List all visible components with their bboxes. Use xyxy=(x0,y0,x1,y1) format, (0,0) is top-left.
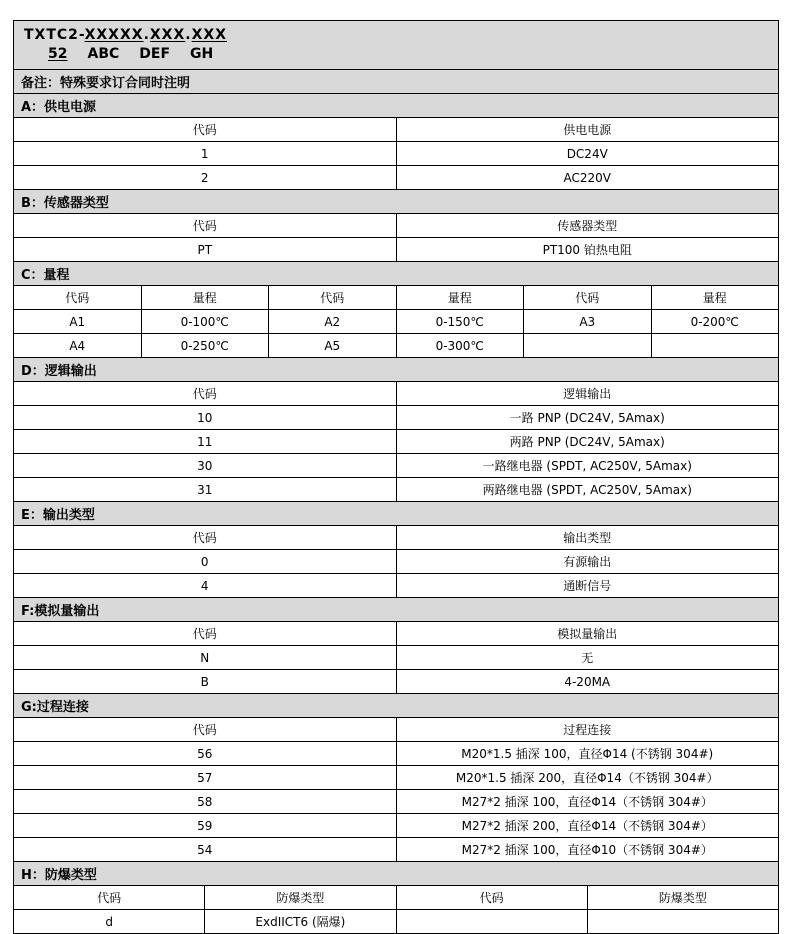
data-cell: M20*1.5 插深 100，直径Φ14 (不锈钢 304#) xyxy=(396,742,779,766)
col-header-cell: 代码 xyxy=(396,886,587,910)
model-segment-3: XXX xyxy=(191,26,227,43)
section-h-column-header xyxy=(14,886,779,910)
model-separator-2: . xyxy=(185,26,192,43)
data-cell: PT100 铂热电阻 xyxy=(396,238,779,262)
col-header-cell: 逻辑输出 xyxy=(396,382,779,406)
data-cell: B xyxy=(14,670,397,694)
section-c-title: C：量程 xyxy=(14,262,779,286)
col-header-cell: 输出类型 xyxy=(396,526,779,550)
data-cell xyxy=(651,334,779,358)
model-prefix: TXTC2- xyxy=(24,26,85,43)
data-cell: 0-100℃ xyxy=(141,310,269,334)
section-e-column-header xyxy=(14,526,779,550)
data-cell: 有源输出 xyxy=(396,550,779,574)
data-cell: 0-250℃ xyxy=(141,334,269,358)
table-row xyxy=(14,430,779,454)
section-f-header xyxy=(14,598,779,622)
col-header-cell: 代码 xyxy=(524,286,652,310)
data-cell: M27*2 插深 100，直径Φ14（不锈钢 304#） xyxy=(396,790,779,814)
col-header-cell: 模拟量输出 xyxy=(396,622,779,646)
section-d-title: D：逻辑输出 xyxy=(14,358,779,382)
data-cell: DC24V xyxy=(396,142,779,166)
data-cell: ExdIICT6 (隔爆) xyxy=(205,910,396,934)
table-row xyxy=(14,646,779,670)
data-cell xyxy=(587,910,778,934)
data-cell xyxy=(524,334,652,358)
col-header-cell: 代码 xyxy=(14,718,397,742)
data-cell: 4-20MA xyxy=(396,670,779,694)
data-cell: 30 xyxy=(14,454,397,478)
col-header-cell: 量程 xyxy=(396,286,524,310)
data-cell: PT xyxy=(14,238,397,262)
data-cell: 无 xyxy=(396,646,779,670)
table-row xyxy=(14,766,779,790)
data-cell: 0 xyxy=(14,550,397,574)
data-cell: 57 xyxy=(14,766,397,790)
data-cell: 0-200℃ xyxy=(651,310,779,334)
section-c-header xyxy=(14,262,779,286)
section-g-title: G:过程连接 xyxy=(14,694,779,718)
data-cell: 4 xyxy=(14,574,397,598)
table-row xyxy=(14,166,779,190)
data-cell: 两路继电器 (SPDT, AC250V, 5Amax) xyxy=(396,478,779,502)
note-text: 备注：特殊要求订合同时注明 xyxy=(14,70,779,94)
data-cell: 58 xyxy=(14,790,397,814)
model-segment-2: XXX xyxy=(149,26,186,43)
data-cell: 一路继电器 (SPDT, AC250V, 5Amax) xyxy=(396,454,779,478)
col-header-cell: 代码 xyxy=(269,286,397,310)
data-cell: N xyxy=(14,646,397,670)
col-header-cell: 代码 xyxy=(14,214,397,238)
data-cell xyxy=(396,910,587,934)
code-group-abc: ABC xyxy=(87,45,120,62)
data-cell: 10 xyxy=(14,406,397,430)
col-header-cell: 代码 xyxy=(14,526,397,550)
table-row xyxy=(14,790,779,814)
section-b-title: B：传感器类型 xyxy=(14,190,779,214)
data-cell: M27*2 插深 100，直径Φ10（不锈钢 304#） xyxy=(396,838,779,862)
table-row xyxy=(14,406,779,430)
col-header-cell: 防爆类型 xyxy=(587,886,778,910)
section-a-column-header xyxy=(14,118,779,142)
section-g-header xyxy=(14,694,779,718)
col-header-cell: 传感器类型 xyxy=(396,214,779,238)
data-cell: 11 xyxy=(14,430,397,454)
section-f-title: F:模拟量输出 xyxy=(14,598,779,622)
table-row xyxy=(14,910,779,934)
model-segment-1: XXXXX xyxy=(84,26,144,43)
data-cell: A1 xyxy=(14,310,142,334)
data-cell: d xyxy=(14,910,205,934)
data-cell: 1 xyxy=(14,142,397,166)
model-number-line xyxy=(24,25,772,45)
data-cell: A4 xyxy=(14,334,142,358)
col-header-cell: 量程 xyxy=(651,286,779,310)
title-block xyxy=(14,21,779,70)
data-cell: A2 xyxy=(269,310,397,334)
section-g-column-header xyxy=(14,718,779,742)
col-header-cell: 代码 xyxy=(14,622,397,646)
table-row xyxy=(14,310,779,334)
note-row xyxy=(14,70,779,94)
table-row xyxy=(14,670,779,694)
table-row xyxy=(14,334,779,358)
section-f-column-header xyxy=(14,622,779,646)
data-cell: 通断信号 xyxy=(396,574,779,598)
data-cell: M27*2 插深 200，直径Φ14（不锈钢 304#） xyxy=(396,814,779,838)
section-c-column-header xyxy=(14,286,779,310)
code-value: 52 xyxy=(48,45,68,62)
col-header-cell: 代码 xyxy=(14,382,397,406)
section-a-title: A：供电电源 xyxy=(14,94,779,118)
table-row xyxy=(14,574,779,598)
section-d-column-header xyxy=(14,382,779,406)
col-header-cell: 代码 xyxy=(14,118,397,142)
table-row xyxy=(14,814,779,838)
section-h-header xyxy=(14,862,779,886)
section-b-header xyxy=(14,190,779,214)
table-row xyxy=(14,550,779,574)
col-header-cell: 代码 xyxy=(14,286,142,310)
data-cell: 0-150℃ xyxy=(396,310,524,334)
code-group-gh: GH xyxy=(190,45,214,62)
ordering-spec-sheet xyxy=(13,20,779,934)
data-cell: 56 xyxy=(14,742,397,766)
section-h-title: H：防爆类型 xyxy=(14,862,779,886)
data-cell: AC220V xyxy=(396,166,779,190)
data-cell: 0-300℃ xyxy=(396,334,524,358)
code-group-def: DEF xyxy=(139,45,171,62)
col-header-cell: 供电电源 xyxy=(396,118,779,142)
col-header-cell: 过程连接 xyxy=(396,718,779,742)
section-d-header xyxy=(14,358,779,382)
table-row xyxy=(14,142,779,166)
spec-table xyxy=(13,20,779,934)
data-cell: M20*1.5 插深 200，直径Φ14（不锈钢 304#） xyxy=(396,766,779,790)
col-header-cell: 量程 xyxy=(141,286,269,310)
data-cell: A5 xyxy=(269,334,397,358)
table-row xyxy=(14,454,779,478)
title-cell xyxy=(14,21,779,70)
section-a-header xyxy=(14,94,779,118)
section-e-title: E：输出类型 xyxy=(14,502,779,526)
table-row xyxy=(14,238,779,262)
data-cell: 59 xyxy=(14,814,397,838)
table-row xyxy=(14,478,779,502)
data-cell: 一路 PNP (DC24V, 5Amax) xyxy=(396,406,779,430)
data-cell: 2 xyxy=(14,166,397,190)
col-header-cell: 防爆类型 xyxy=(205,886,396,910)
data-cell: A3 xyxy=(524,310,652,334)
section-e-header xyxy=(14,502,779,526)
col-header-cell: 代码 xyxy=(14,886,205,910)
section-b-column-header xyxy=(14,214,779,238)
data-cell: 31 xyxy=(14,478,397,502)
data-cell: 两路 PNP (DC24V, 5Amax) xyxy=(396,430,779,454)
model-separator-1: . xyxy=(143,26,150,43)
table-row xyxy=(14,838,779,862)
code-example-line xyxy=(24,45,772,64)
table-row xyxy=(14,742,779,766)
data-cell: 54 xyxy=(14,838,397,862)
